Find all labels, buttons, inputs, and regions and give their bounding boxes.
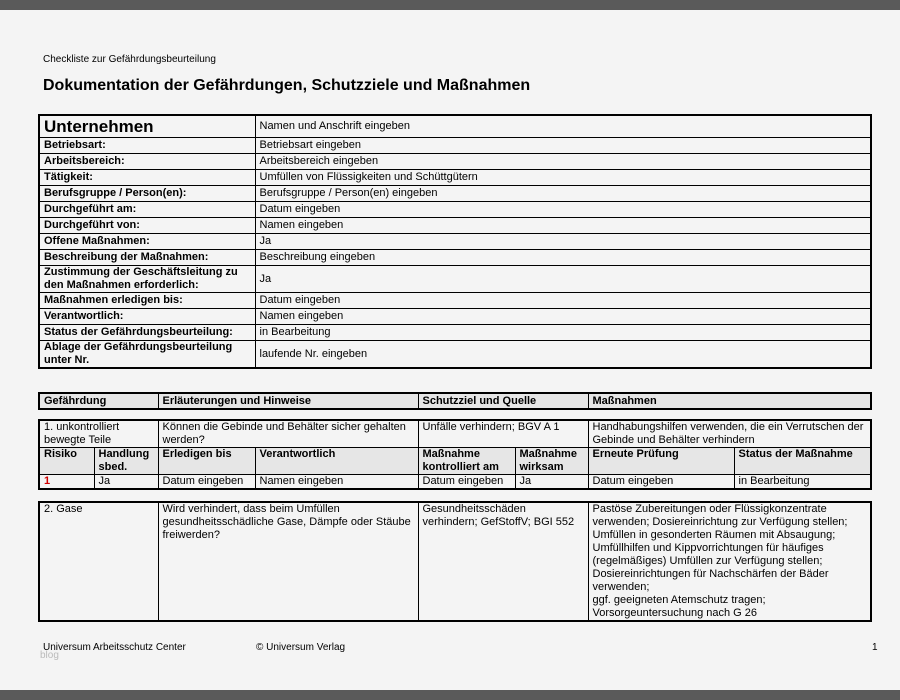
header-gefaehrdung: Gefährdung [39, 393, 158, 409]
action-needed-value[interactable]: Ja [94, 475, 158, 490]
info-label: Arbeitsbereich: [39, 154, 255, 170]
hazard-2-table [38, 501, 872, 622]
info-label: Tätigkeit: [39, 170, 255, 186]
info-value[interactable]: Berufsgruppe / Person(en) eingeben [255, 186, 871, 202]
top-bar [0, 0, 900, 10]
info-row [39, 293, 871, 309]
company-info-table [38, 114, 872, 369]
watermark: blog [40, 650, 59, 661]
hazard-header-table [38, 392, 872, 410]
info-label: Betriebsart: [39, 138, 255, 154]
status-value[interactable]: in Bearbeitung [734, 475, 871, 490]
info-value[interactable]: Namen eingeben [255, 218, 871, 234]
info-label: Unternehmen [39, 115, 255, 138]
measure-item: Umfüllhilfen und Kippvorrichtungen für häufiges (regelmäßiges) Umfüllen zur Verfügung stellen; [592, 542, 824, 567]
footer-left: Universum Arbeitsschutz Center [43, 642, 186, 653]
hazard-protection-goal: Unfälle verhindern; BGV A 1 [418, 420, 588, 448]
info-value[interactable]: Betriebsart eingeben [255, 138, 871, 154]
col-wirksam: Maßnahme wirksam [515, 448, 588, 475]
info-value[interactable]: Namen eingeben [255, 309, 871, 325]
footer-copyright: © Universum Verlag [256, 642, 346, 653]
document-subtitle: Checkliste zur Gefährdungsbeurteilung [43, 54, 216, 65]
hazard-1-table [38, 419, 872, 490]
header-schutzziel: Schutzziel und Quelle [418, 393, 588, 409]
page-number: 1 [872, 642, 878, 653]
risk-value[interactable]: 1 [39, 475, 94, 490]
measure-item: Pastöse Zubereitungen oder Flüssigkonzentrate verwenden; Dosiereinrichtung zur Verfügung stellen; [592, 503, 848, 528]
info-row [39, 309, 871, 325]
col-erneute-pruefung: Erneute Prüfung [588, 448, 734, 475]
info-label: Zustimmung der Geschäftsleitung zu den Maßnahmen erforderlich: [39, 266, 255, 293]
info-label: Durchgeführt am: [39, 202, 255, 218]
effective-value[interactable]: Ja [515, 475, 588, 490]
header-massnahmen: Maßnahmen [588, 393, 871, 409]
col-kontrolliert-am: Maßnahme kontrolliert am [418, 448, 515, 475]
info-label: Offene Maßnahmen: [39, 234, 255, 250]
info-row [39, 341, 871, 369]
info-row [39, 202, 871, 218]
info-value[interactable]: Datum eingeben [255, 293, 871, 309]
measure-item: Umfüllen in gesonderten Räumen mit Absaugung; [592, 529, 836, 541]
info-row [39, 186, 871, 202]
header-erlaeuterungen: Erläuterungen und Hinweise [158, 393, 418, 409]
info-row [39, 218, 871, 234]
info-row [39, 266, 871, 293]
info-value[interactable]: Ja [255, 234, 871, 250]
info-row [39, 234, 871, 250]
info-row [39, 138, 871, 154]
measure-item: Dosiereinrichtungen für Nachschärfen der Bäder verwenden; [592, 568, 829, 593]
hazard-measures: Handhabungshilfen verwenden, die ein Verrutschen der Gebinde und Behälter verhindern [588, 420, 871, 448]
info-label: Beschreibung der Maßnahmen: [39, 250, 255, 266]
info-row [39, 154, 871, 170]
responsible-value[interactable]: Namen eingeben [255, 475, 418, 490]
info-label: Durchgeführt von: [39, 218, 255, 234]
col-status: Status der Maßnahme [734, 448, 871, 475]
recheck-value[interactable]: Datum eingeben [588, 475, 734, 490]
info-value[interactable]: Namen und Anschrift eingeben [255, 115, 871, 138]
info-value[interactable]: Ja [255, 266, 871, 293]
info-label: Status der Gefährdungsbeurteilung: [39, 325, 255, 341]
hazard-explanation: Können die Gebinde und Behälter sicher gehalten werden? [158, 420, 418, 448]
info-value[interactable]: Arbeitsbereich eingeben [255, 154, 871, 170]
col-handlungsbedarf: Handlung sbed. [94, 448, 158, 475]
info-row [39, 115, 871, 138]
hazard-measures [588, 502, 871, 621]
hazard-name: 2. Gase [39, 502, 158, 621]
hazard-protection-goal: Gesundheitsschäden verhindern; GefStoffV; BGI 552 [418, 502, 588, 621]
bottom-bar [0, 690, 900, 700]
measure-item: ggf. geeigneten Atemschutz tragen; [592, 594, 766, 606]
col-verantwortlich: Verantwortlich [255, 448, 418, 475]
info-value[interactable]: laufende Nr. eingeben [255, 341, 871, 369]
info-label: Verantwortlich: [39, 309, 255, 325]
info-row [39, 250, 871, 266]
measure-item: Vorsorgeuntersuchung nach G 26 [592, 607, 758, 619]
col-erledigen-bis: Erledigen bis [158, 448, 255, 475]
info-value[interactable]: in Bearbeitung [255, 325, 871, 341]
document-title: Dokumentation der Gefährdungen, Schutzziele und Maßnahmen [43, 77, 531, 94]
hazard-explanation: Wird verhindert, dass beim Umfüllen gesundheitsschädliche Gase, Dämpfe oder Stäube freiwerden? [158, 502, 418, 621]
info-label: Maßnahmen erledigen bis: [39, 293, 255, 309]
col-risiko: Risiko [39, 448, 94, 475]
info-value[interactable]: Umfüllen von Flüssigkeiten und Schüttgütern [255, 170, 871, 186]
hazard-name: 1. unkontrolliert bewegte Teile [39, 420, 158, 448]
checked-on-value[interactable]: Datum eingeben [418, 475, 515, 490]
info-value[interactable]: Beschreibung eingeben [255, 250, 871, 266]
info-row [39, 170, 871, 186]
info-label: Berufsgruppe / Person(en): [39, 186, 255, 202]
info-row [39, 325, 871, 341]
info-value[interactable]: Datum eingeben [255, 202, 871, 218]
info-label: Ablage der Gefährdungsbeurteilung unter Nr. [39, 341, 255, 369]
due-date-value[interactable]: Datum eingeben [158, 475, 255, 490]
